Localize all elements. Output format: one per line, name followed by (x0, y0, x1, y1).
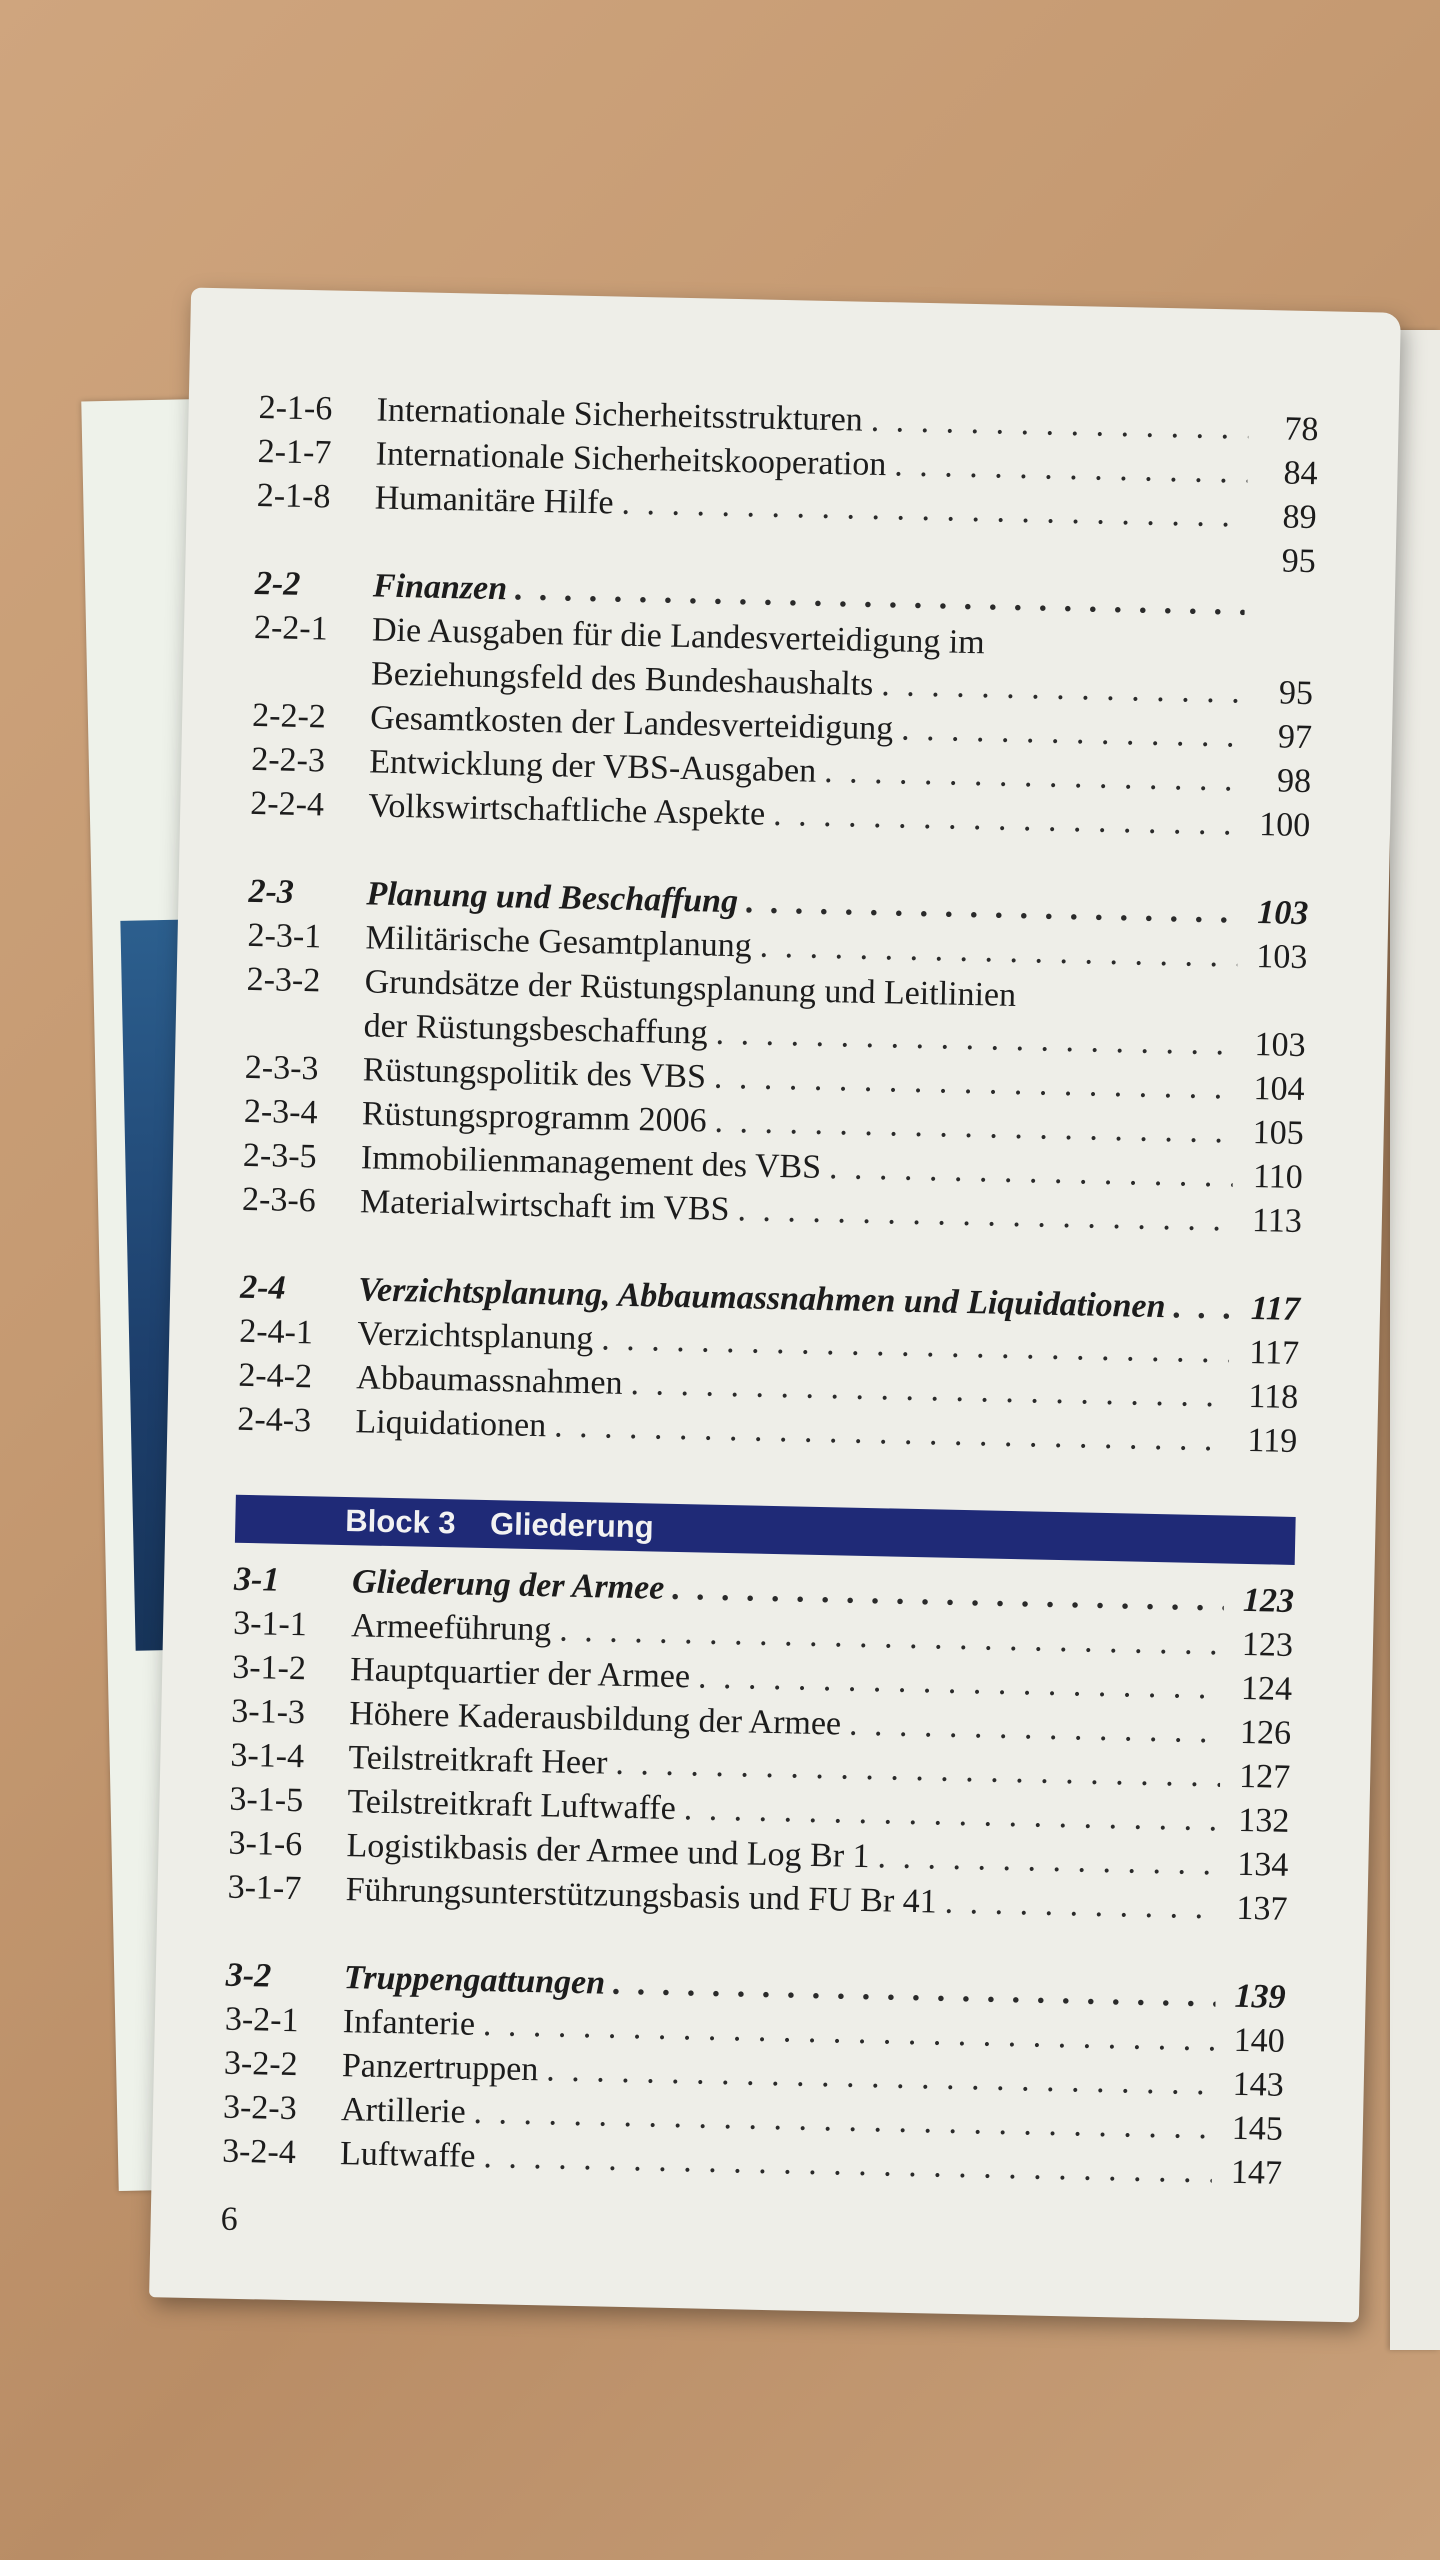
toc-entry: 2-4-3 Liquidationen . . . 119 (237, 1401, 1298, 1467)
toc-entry: 3-1-3 Höhere Kaderausbildung der Armee . . . 126 (231, 1693, 1292, 1759)
toc-entry: 3-2-3 Artillerie . . . 145 (223, 2089, 1284, 2155)
dot-leader (877, 1838, 1219, 1883)
dot-leader (881, 666, 1243, 712)
toc-entry: 3-1-2 Hauptquartier der Armee . . . 124 (232, 1649, 1293, 1715)
page-number: 6 (220, 2200, 239, 2238)
toc-entry: 2-3-6 Materialwirtschaft im VBS . . . 113 (242, 1181, 1303, 1247)
toc-entry: 3-2-2 Panzertruppen . . . 143 (223, 2045, 1284, 2111)
block-title: Gliederung (489, 1506, 655, 1545)
toc-entry: 2-3-1 Militärische Gesamtplanung . . . 103 (247, 917, 1308, 983)
next-page-edge (1390, 330, 1440, 2350)
dot-leader (901, 711, 1243, 756)
dot-leader (824, 753, 1242, 800)
toc-entry: 2-3-4 Rüstungsprogramm 2006 . . . 105 (243, 1093, 1304, 1159)
toc-entry: 2-4-2 Abbaumassnahmen . . . 118 (238, 1357, 1299, 1423)
toc-entry: 2-3-3 Rüstungspolitik des VBS . . . 104 (244, 1049, 1305, 1115)
toc-entry: Beziehungsfeld des Bundeshaushalts . . . 95 (253, 653, 1314, 719)
dot-leader (849, 1706, 1222, 1752)
toc-section-heading: 2-3 Planung und Beschaffung . . . 103 (248, 873, 1309, 939)
dot-leader (829, 1149, 1234, 1195)
toc-entry: 2-1-8 Humanitäre Hilfe . . . 89 (256, 477, 1317, 543)
toc-entry: 2-4-1 Verzichtsplanung . . . 117 (239, 1313, 1300, 1379)
toc-entry: 2-2-3 Entwicklung der VBS-Ausgaben . . . 98 (251, 741, 1312, 807)
toc-entry: 3-1-5 Teilstreitkraft Luftwaffe . . . 132 (229, 1781, 1290, 1847)
toc-section-heading: 3-1 Gliederung der Armee . . . 123 (234, 1561, 1295, 1627)
toc-entry: 2-3-2 Grundsätze der Rüstungsplanung und Leitlinien (246, 960, 1017, 1014)
toc-entry: 2-1-7 Internationale Sicherheitskooperation . . . 84 (257, 433, 1318, 499)
toc-entry: 3-2-1 Infanterie . . . 140 (224, 2001, 1285, 2067)
toc-entry: 2-2-2 Gesamtkosten der Landesverteidigung . . . 97 (252, 697, 1313, 763)
dot-leader (870, 402, 1248, 448)
toc-entry: 2-2-4 Volkswirtschaftliche Aspekte . . . 100 (250, 785, 1311, 851)
toc-entry: 3-1-6 Logistikbasis der Armee und Log Br 1 . . . 134 (228, 1825, 1289, 1891)
toc-entry: 3-1-1 Armeeführung . . . 123 (233, 1605, 1294, 1671)
dot-leader (672, 1570, 1224, 1620)
toc-entry: der Rüstungsbeschaffung . . . 103 (245, 1005, 1306, 1071)
dot-leader (1173, 1288, 1230, 1327)
toc-entry: 3-2-4 Luftwaffe . . . 147 (222, 2133, 1283, 2199)
toc-entry: 2-1-6 Internationale Sicherheitsstrukturen . . . 78 (258, 389, 1319, 455)
dot-leader (944, 1884, 1218, 1928)
dot-leader (894, 446, 1248, 491)
toc-entry: 3-1-4 Teilstreitkraft Heer . . . 127 (230, 1737, 1291, 1803)
book-page (149, 288, 1401, 2323)
toc-entry: 3-1-7 Führungsunterstützungsbasis und FU Br 41 . . . 137 (227, 1869, 1288, 1935)
table-of-contents (222, 389, 1319, 2199)
toc-entry: 2-3-5 Immobilienmanagement des VBS . . . 110 (242, 1137, 1303, 1203)
toc-section-heading: 2-2 Finanzen . . . (254, 565, 1315, 631)
toc-section-heading: 3-2 Truppengattungen . . . 139 (225, 1957, 1286, 2023)
toc-entry: 95 (1281, 542, 1317, 581)
toc-section-heading: 2-4 Verzichtsplanung, Abbaumassnahmen und Liquidationen . . . 117 (240, 1269, 1301, 1335)
toc-entry: 2-2-1 Die Ausgaben für die Landesverteidigung im (253, 608, 986, 662)
block-label: Block 3 (345, 1503, 457, 1541)
